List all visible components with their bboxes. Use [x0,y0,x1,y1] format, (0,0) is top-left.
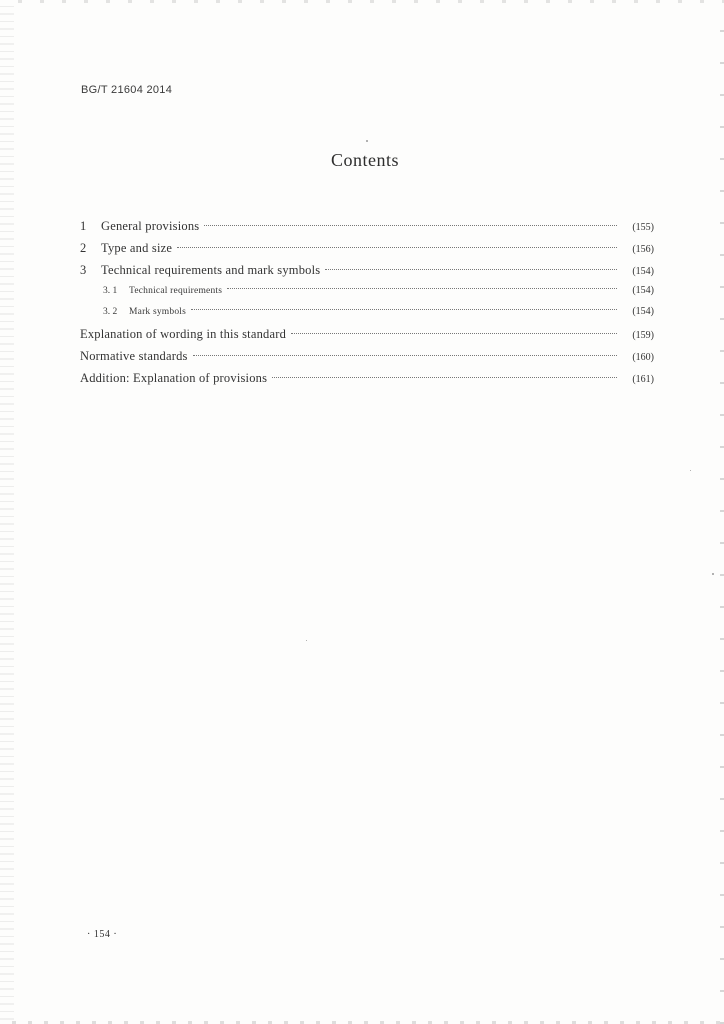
standard-code: BG/T 21604 2014 [81,84,173,96]
toc-entry-explanation-of-wording[interactable] [80,327,654,349]
toc-entry-label: Type and size [101,241,173,255]
dot-leader [272,377,617,378]
dot-leader [291,333,617,334]
toc-subentry-mark-symbols[interactable] [80,306,654,327]
toc-entry-page: (155) [632,222,654,233]
toc-entry-technical-requirements-and-mark-symbols[interactable] [80,263,654,285]
toc-entry-label: Mark symbols [129,307,187,317]
toc-entry-number: 3. 1 [103,286,118,296]
scan-edge-top [0,0,724,3]
toc-subentry-technical-requirements[interactable] [80,285,654,306]
toc-entry-page: (154) [632,266,654,277]
toc-entry-number: 1 [80,219,87,233]
toc-entry-page: (154) [632,285,654,296]
toc-entry-addition-explanation-of-provisions[interactable] [80,371,654,393]
page-number: · 154 · [87,929,118,940]
scan-speck [690,470,691,471]
toc-entry-general-provisions[interactable] [80,219,654,241]
toc-entry-page: (161) [632,374,654,385]
toc-entry-page: (159) [632,330,654,341]
scan-speck [366,140,368,142]
toc-entry-label: Technical requirements and mark symbols [101,263,321,277]
toc-entry-label: Explanation of wording in this standard [80,327,287,341]
scan-speck [712,573,714,575]
toc-entry-number: 3 [80,263,87,277]
toc-entry-label: Normative standards [80,349,188,363]
toc-entry-number: 2 [80,241,87,255]
toc-entry-label: General provisions [101,219,200,233]
toc-entry-normative-standards[interactable] [80,349,654,371]
toc-entry-page: (154) [632,306,654,317]
toc-entry-number: 3. 2 [103,307,118,317]
scan-speck [306,640,307,641]
toc-entry-type-and-size[interactable] [80,241,654,263]
dot-leader [193,355,617,356]
page-title: Contents [330,150,399,170]
toc-entry-label: Technical requirements [129,286,223,296]
dot-leader [177,247,617,248]
dot-leader [204,225,617,226]
dot-leader [191,309,617,310]
toc-entry-label: Addition: Explanation of provisions [80,371,268,385]
toc-entry-page: (156) [632,244,654,255]
toc-entry-page: (160) [632,352,654,363]
dot-leader [227,288,617,289]
dot-leader [325,269,617,270]
table-of-contents [80,219,654,393]
